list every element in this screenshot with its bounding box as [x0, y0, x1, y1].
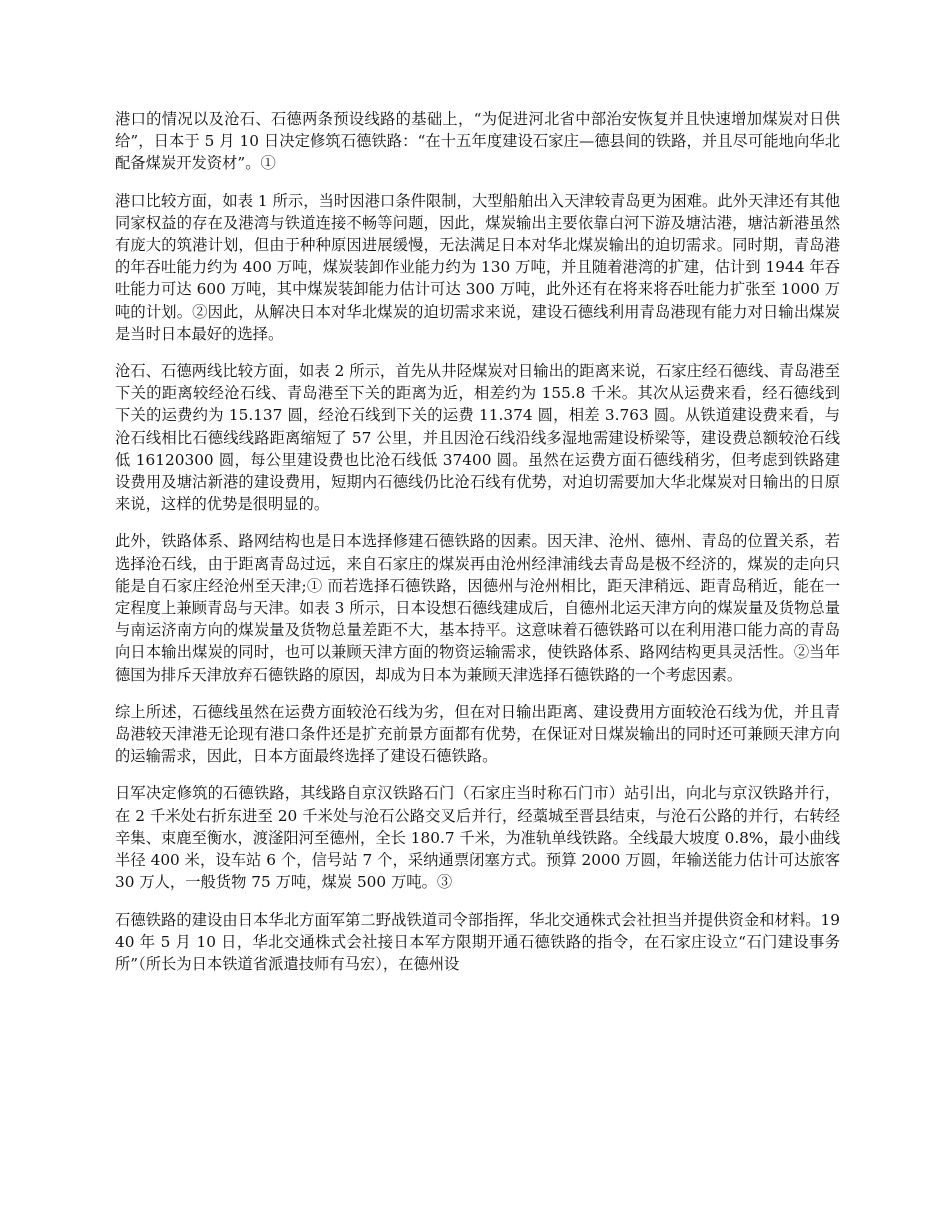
paragraph: 港口比较方面，如表 1 所示，当时因港口条件限制，大型船舶出入天津较青岛更为困难。此外天津还有其他同家权益的存在及港湾与铁道连接不畅等问题，因此，煤炭输出主要依靠白河下游及塘沽港，塘沽新港虽然有庞大的筑港计划，但由于种种原因进展缓慢，无法满足日本对华北煤炭输出的迫切需求。同时期，青岛港的年吞吐能力约为 400 万吨，煤炭装卸作业能力约为 130 万吨，并且随着港湾的扩建，估计到 1944 年吞吐能力可达 600 万吨，其中煤炭装卸能力估计可达 300 万吨，此外还有在将来将吞吐能力扩张至 1000 万吨的计划。②因此，从解决日本对华北煤炭的迫切需求来说，建设石德线利用青岛港现有能力对日输出煤炭是当时日本最好的选择。 [115, 191, 840, 343]
paragraph: 日军决定修筑的石德铁路，其线路自京汉铁路石门（石家庄当时称石门市）站引出，向北与京汉铁路并行，在 2 千米处右折东进至 20 千米处与沧石公路交叉后并行，经藁城至晋县结束，与沧石公路的并行，右转经辛集、束鹿至衡水，渡滏阳河至德州，全长 180.7 千米，为准轨单线铁路。全线最大坡度 0.8%，最小曲线半径 400 米，设车站 6 个，信号站 7 个，采纳通票闭塞方式。预算 2000 万圆，年输送能力估计可达旅客 30 万人，一般货物 75 万吨，煤炭 500 万吨。③ [115, 784, 840, 892]
paragraph: 此外，铁路体系、路网结构也是日本选择修建石德铁路的因素。因天津、沧州、德州、青岛的位置关系，若选择沧石线，由于距离青岛过远，来自石家庄的煤炭再由沧州经津浦线去青岛是极不经济的，煤炭的走向只能是自石家庄经沧州至天津;① 而若选择石德铁路，因德州与沧州相比，距天津稍远、距青岛稍近，能在一定程度上兼顾青岛与天津。如表 3 所示，日本设想石德线建成后，自德州北运天津方向的煤炭量及货物总量与南运济南方向的煤炭量及货物总量差距不大，基本持平。这意味着石德铁路可以在利用港口能力高的青岛向日本输出煤炭的同时，也可以兼顾天津方面的物资运输需求，使铁路体系、路网结构更具灵活性。②当年德国为排斥天津放弃石德铁路的原因，却成为日本为兼顾天津选择石德铁路的一个考虑因素。 [115, 532, 840, 684]
paragraph: 沧石、石德两线比较方面，如表 2 所示，首先从井陉煤炭对日输出的距离来说，石家庄经石德线、青岛港至下关的距离较经沧石线、青岛港至下关的距离为近，相差约为 155.8 千米。其次从运费来看，经石德线到下关的运费约为 15.137 圆，经沧石线到下关的运费 11.374 圆，相差 3.763 圆。从铁道建设费来看，与沧石线相比石德线线路距离缩短了 57 公里，并且因沧石线沿线多湿地需建设桥梁等，建设费总额较沧石线低 16120300 圆，每公里建设费也比沧石线低 37400 圆。虽然在运费方面石德线稍劣，但考虑到铁路建设费用及塘沽新港的建设费用，短期内石德线仍比沧石线有优势，对迫切需要加大华北煤炭对日输出的日原来说，这样的优势是很明显的。 [115, 362, 840, 514]
paragraph: 港口的情况以及沧石、石德两条预设线路的基础上，“为促进河北省中部治安恢复并且快速增加煤炭对日供给”，日本于 5 月 10 日决定修筑石德铁路：“在十五年度建设石家庄—德县间的铁路，并且尽可能地向华北配备煤炭开发资材”。① [115, 110, 840, 173]
paragraph: 石德铁路的建设由日本华北方面军第二野战铁道司令部指挥，华北交通株式会社担当并提供资金和材料。1940 年 5 月 10 日，华北交通株式会社接日本军方限期开通石德铁路的指令，在石家庄设立“石门建设事务所”（所长为日本铁道省派遣技师有马宏），在德州设 [115, 910, 840, 973]
paragraph: 综上所述，石德线虽然在运费方面较沧石线为劣，但在对日输出距离、建设费用方面较沧石线为优，并且青岛港较天津港无论现有港口条件还是扩充前景方面都有优势，在保证对日煤炭输出的同时还可兼顾天津方向的运输需求，因此，日本方面最终选择了建设石德铁路。 [115, 702, 840, 766]
document-body [115, 108, 840, 990]
